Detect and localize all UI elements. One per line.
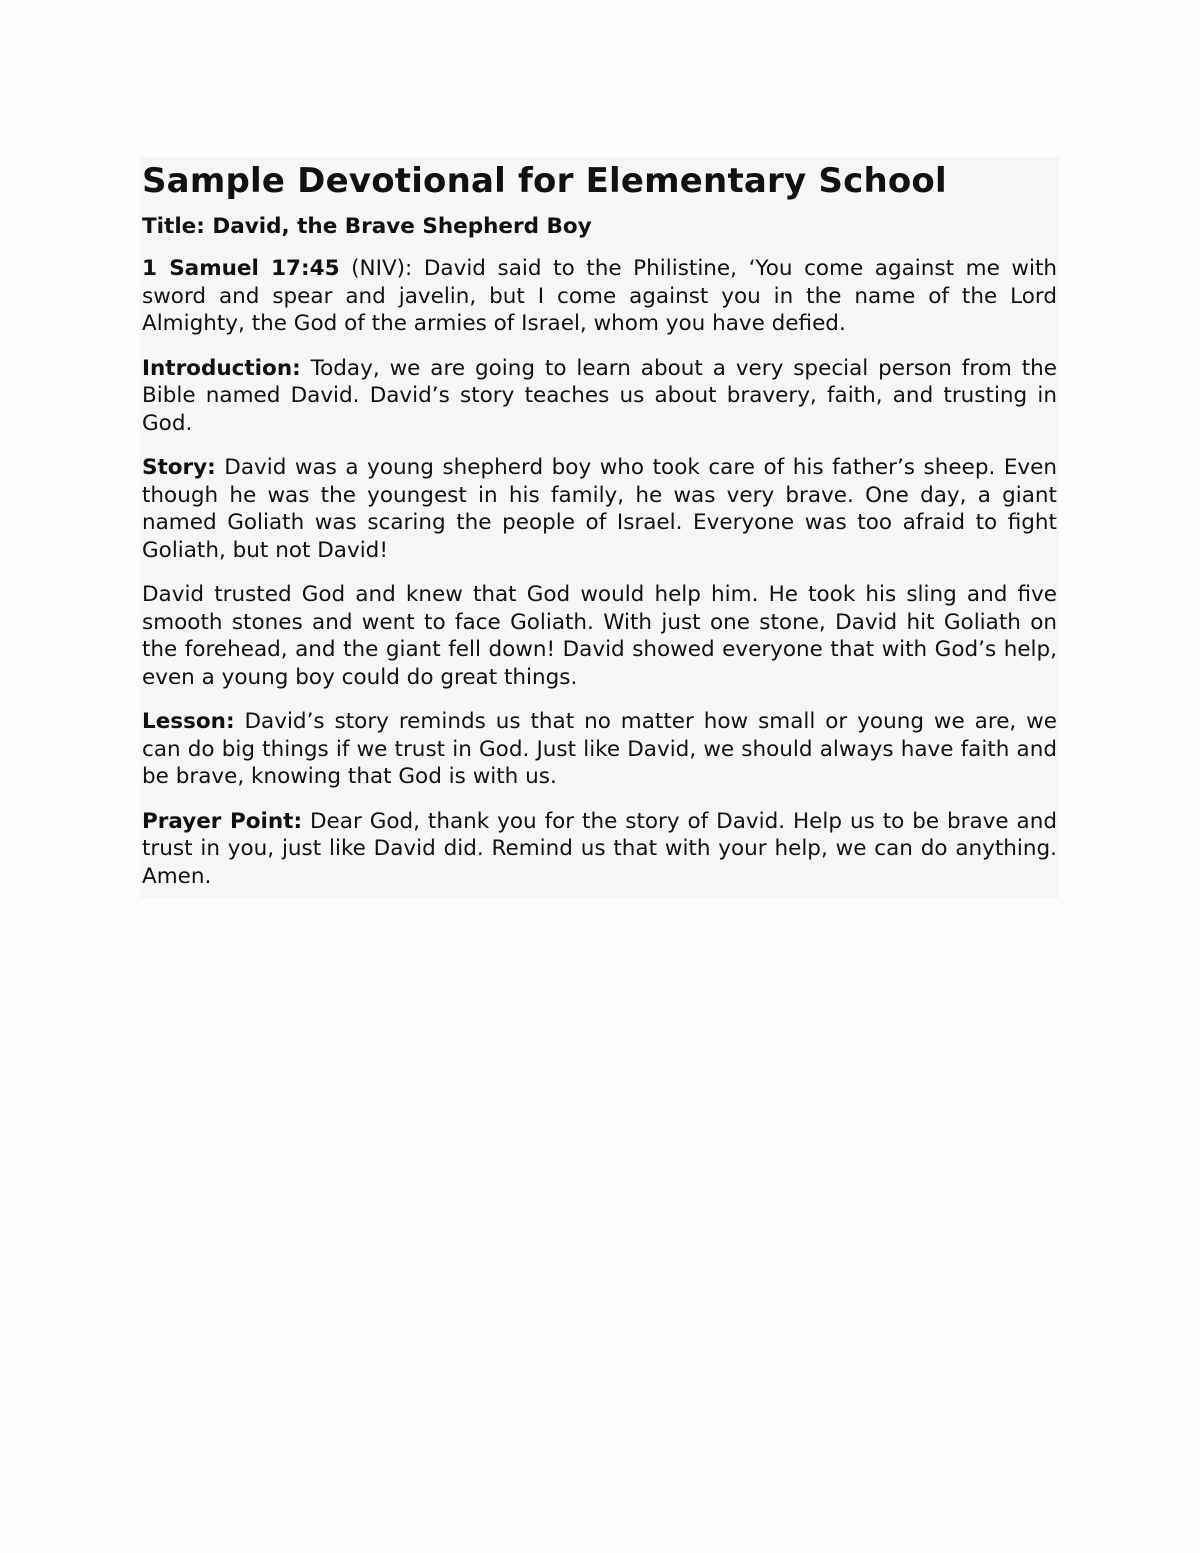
devotional-content	[140, 157, 1059, 898]
document-heading: Sample Devotional for Elementary School	[142, 161, 947, 201]
story-text: David was a young shepherd boy who took care of his father’s sheep. Even though he was the youngest in his family, he was very brave. One day, a giant named Goliath was scaring the people of Israel. Everyone was too afraid to fight Goliath, but not David!	[142, 455, 1057, 563]
lesson-paragraph	[142, 708, 1057, 791]
prayer-label: Prayer Point:	[142, 808, 303, 834]
introduction-paragraph	[142, 355, 1057, 438]
prayer-text: Dear God, thank you for the story of David. Help us to be brave and trust in you, just like David did. Remind us that with your help, we can do anything. Amen.	[142, 808, 1057, 889]
verse-label: 1 Samuel 17:45	[142, 256, 340, 281]
verse-paragraph	[142, 255, 1057, 338]
story-paragraph	[142, 454, 1057, 564]
story-continued-paragraph: David trusted God and knew that God would help him. He took his sling and five smooth stones and went to face Goliath. With just one stone, David hit Goliath on the forehead, and the giant fell down! David showed everyone that with God’s help, even a young boy could do great things.	[142, 582, 1057, 690]
introduction-label: Introduction:	[142, 355, 301, 381]
lesson-text: David’s story reminds us that no matter how small or young we are, we can do big things if we trust in God. Just like David, we should always have faith and be brave, knowing that God is with us.	[142, 709, 1057, 789]
devotional-title: Title: David, the Brave Shepherd Boy	[142, 214, 592, 239]
verse-text: (NIV): David said to the Philistine, ‘You come against me with sword and spear and javelin, but I come against you in the name of the Lord Almighty, the God of the armies of Israel, whom you have defied.	[142, 256, 1058, 336]
introduction-text: Today, we are going to learn about a very special person from the Bible named David. David’s story teaches us about bravery, faith, and trusting in God.	[142, 355, 1057, 436]
lesson-label: Lesson:	[142, 709, 235, 734]
story-label: Story:	[142, 455, 216, 480]
prayer-paragraph	[142, 808, 1057, 891]
